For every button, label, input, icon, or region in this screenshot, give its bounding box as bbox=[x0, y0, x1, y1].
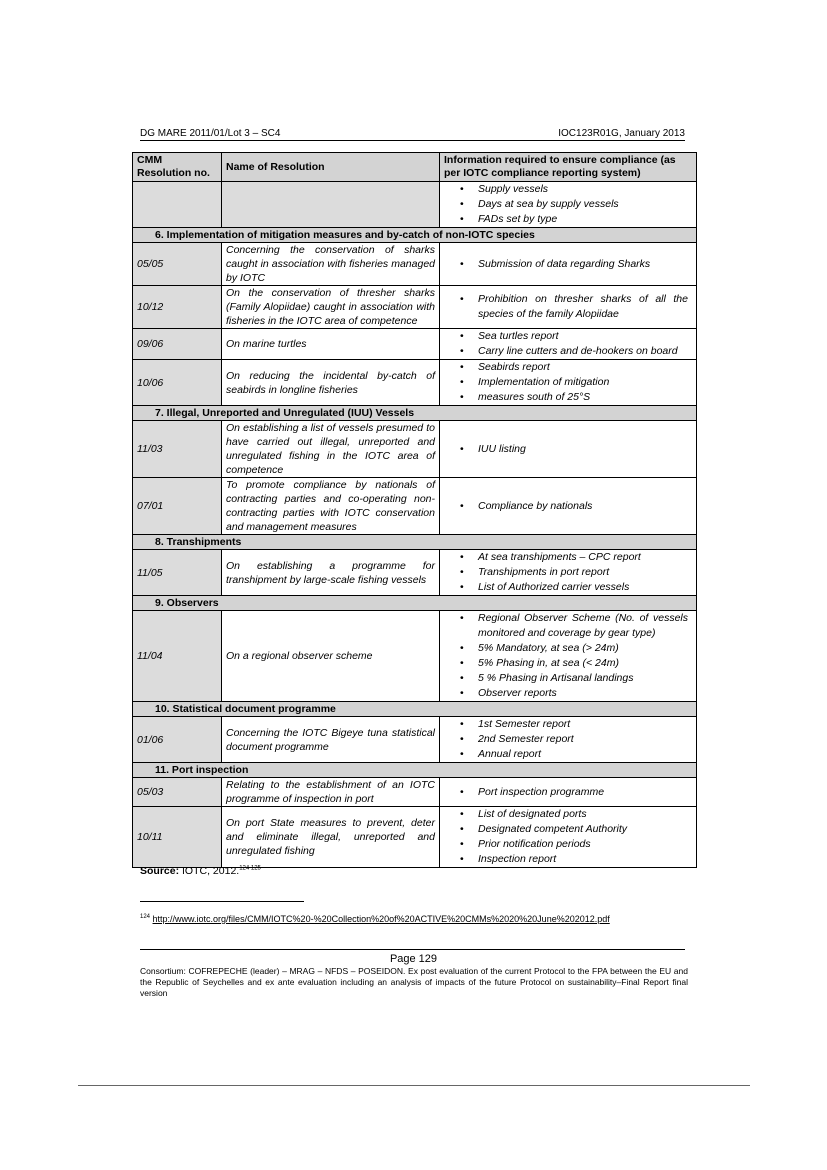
table-row bbox=[133, 611, 697, 702]
resolution-number: 01/06 bbox=[133, 717, 222, 763]
bullet-list bbox=[444, 442, 692, 457]
footnote-number: 124 bbox=[140, 914, 151, 920]
section-title: 11. Port inspection bbox=[133, 763, 697, 778]
bullet-item: • List of designated ports bbox=[444, 807, 692, 822]
resolution-name: Concerning the IOTC Bigeye tuna statistical document programme bbox=[222, 717, 440, 763]
bullet-item: • measures south of 25°S bbox=[444, 390, 692, 405]
resolution-number: 05/05 bbox=[133, 243, 222, 286]
resolution-name: To promote compliance by nationals of contracting parties and co-operating non-contracting parties with IOTC conservation and management measures bbox=[222, 478, 440, 535]
resolution-name: On marine turtles bbox=[222, 329, 440, 360]
col-header-info: Information required to ensure compliance (as per IOTC compliance reporting system) bbox=[440, 153, 697, 182]
info-cell bbox=[440, 329, 697, 360]
bullet-item: • Observer reports bbox=[444, 686, 692, 701]
info-cell bbox=[440, 717, 697, 763]
resolution-number: 05/03 bbox=[133, 778, 222, 807]
header-right: IOC123R01G, January 2013 bbox=[558, 128, 685, 139]
bullet-item: • Prior notification periods bbox=[444, 837, 692, 852]
resolution-name: On reducing the incidental by-catch of seabirds in longline fisheries bbox=[222, 360, 440, 406]
resolution-name: On establishing a programme for transhipment by large-scale fishing vessels bbox=[222, 550, 440, 596]
info-cell bbox=[440, 550, 697, 596]
table-body bbox=[133, 182, 697, 868]
resolution-number: 10/06 bbox=[133, 360, 222, 406]
bullet-item: • Designated competent Authority bbox=[444, 822, 692, 837]
bullet-item: • Seabirds report bbox=[444, 360, 692, 375]
cmm-table bbox=[132, 152, 697, 868]
section-row bbox=[133, 702, 697, 717]
resolution-number: 09/06 bbox=[133, 329, 222, 360]
bullet-list bbox=[444, 611, 692, 701]
cell-empty bbox=[133, 182, 222, 228]
section-row bbox=[133, 535, 697, 550]
resolution-number: 07/01 bbox=[133, 478, 222, 535]
bullet-list bbox=[444, 292, 692, 322]
source-text: IOTC, 2012. bbox=[179, 865, 240, 877]
table-row bbox=[133, 421, 697, 478]
resolution-name: On port State measures to prevent, deter and eliminate illegal, unreported and unregulated fishing bbox=[222, 807, 440, 868]
bullet-item: • 2nd Semester report bbox=[444, 732, 692, 747]
bullet-item: • Transhipments in port report bbox=[444, 565, 692, 580]
info-cell bbox=[440, 360, 697, 406]
bullet-item: • Prohibition on thresher sharks of all the species of the family Alopiidae bbox=[444, 292, 692, 322]
section-row bbox=[133, 596, 697, 611]
bullet-item: • 5 % Phasing in Artisanal landings bbox=[444, 671, 692, 686]
bullet-list bbox=[444, 182, 692, 227]
footnote bbox=[140, 914, 610, 924]
bullet-item: • Carry line cutters and de-hookers on board bbox=[444, 344, 692, 359]
section-title: 10. Statistical document programme bbox=[133, 702, 697, 717]
info-cell bbox=[440, 286, 697, 329]
resolution-number: 10/12 bbox=[133, 286, 222, 329]
bullet-list bbox=[444, 499, 692, 514]
source-label: Source: bbox=[140, 865, 180, 877]
bullet-item: • 1st Semester report bbox=[444, 717, 692, 732]
page-header bbox=[140, 128, 685, 141]
resolution-name: Relating to the establishment of an IOTC programme of inspection in port bbox=[222, 778, 440, 807]
resolution-name: On a regional observer scheme bbox=[222, 611, 440, 702]
bullet-item: • IUU listing bbox=[444, 442, 692, 457]
resolution-name: Concerning the conservation of sharks caught in association with fisheries managed by IOTC bbox=[222, 243, 440, 286]
info-cell bbox=[440, 478, 697, 535]
footnote-link[interactable]: http://www.iotc.org/files/CMM/IOTC%20-%20Collection%20of%20ACTIVE%20CMMs%2020%20June%202012.pdf bbox=[152, 914, 610, 924]
bullet-item: • Implementation of mitigation bbox=[444, 375, 692, 390]
bullet-list bbox=[444, 257, 692, 272]
footer-rule bbox=[140, 949, 685, 950]
bullet-list bbox=[444, 360, 692, 405]
resolution-number: 11/03 bbox=[133, 421, 222, 478]
footnote-separator bbox=[140, 901, 304, 902]
bullet-list bbox=[444, 550, 692, 595]
source-refs: 124 125 bbox=[239, 865, 261, 872]
bullet-item: • Regional Observer Scheme (No. of vessels monitored and coverage by gear type) bbox=[444, 611, 692, 641]
info-cell bbox=[440, 611, 697, 702]
bullet-item: • Sea turtles report bbox=[444, 329, 692, 344]
table-row bbox=[133, 550, 697, 596]
bullet-item: • 5% Mandatory, at sea (> 24m) bbox=[444, 641, 692, 656]
bullet-list bbox=[444, 717, 692, 762]
bullet-list bbox=[444, 807, 692, 867]
table-row bbox=[133, 286, 697, 329]
table-row bbox=[133, 478, 697, 535]
page-number: Page 129 bbox=[389, 953, 438, 965]
section-title: 6. Implementation of mitigation measures and by-catch of non-IOTC species bbox=[133, 228, 697, 243]
bullet-item: • Annual report bbox=[444, 747, 692, 762]
resolution-number: 11/05 bbox=[133, 550, 222, 596]
bullet-item: • 5% Phasing in, at sea (< 24m) bbox=[444, 656, 692, 671]
bullet-item: • Port inspection programme bbox=[444, 785, 692, 800]
section-row bbox=[133, 228, 697, 243]
bullet-item: • At sea transhipments – CPC report bbox=[444, 550, 692, 565]
bullet-item: • Compliance by nationals bbox=[444, 499, 692, 514]
bullet-item: • Days at sea by supply vessels bbox=[444, 197, 692, 212]
resolution-name: On establishing a list of vessels presumed to have carried out illegal, unreported and unregulated fishing in the IOTC area of competence bbox=[222, 421, 440, 478]
section-title: 7. Illegal, Unreported and Unregulated (IUU) Vessels bbox=[133, 406, 697, 421]
section-row bbox=[133, 763, 697, 778]
table-row bbox=[133, 778, 697, 807]
resolution-number: 11/04 bbox=[133, 611, 222, 702]
source-line bbox=[140, 865, 261, 877]
page-bottom-rule bbox=[78, 1085, 750, 1086]
table-row bbox=[133, 360, 697, 406]
info-cell bbox=[440, 807, 697, 868]
bullet-list bbox=[444, 785, 692, 800]
bullet-item: • Submission of data regarding Sharks bbox=[444, 257, 692, 272]
bullet-item: • FADs set by type bbox=[444, 212, 692, 227]
resolution-name: On the conservation of thresher sharks (Family Alopiidae) caught in association with fisheries in the IOTC area of competence bbox=[222, 286, 440, 329]
section-row bbox=[133, 406, 697, 421]
table-row bbox=[133, 717, 697, 763]
consortium-text: Consortium: COFREPECHE (leader) – MRAG – NFDS – POSEIDON. Ex post evaluation of the current Protocol to the FPA between the EU and the Republic of Seychelles and ex ante evaluation including an analysis of impacts of the future Protocol on sustainability–Final Report final version bbox=[140, 966, 688, 998]
table-header-row bbox=[133, 153, 697, 182]
section-title: 8. Transhipments bbox=[133, 535, 697, 550]
table-row bbox=[133, 807, 697, 868]
info-cell bbox=[440, 243, 697, 286]
bullet-list bbox=[444, 329, 692, 359]
bullet-item: • Inspection report bbox=[444, 852, 692, 867]
bullet-item: • List of Authorized carrier vessels bbox=[444, 580, 692, 595]
col-header-name: Name of Resolution bbox=[222, 153, 440, 182]
section-title: 9. Observers bbox=[133, 596, 697, 611]
table-row bbox=[133, 243, 697, 286]
table-row bbox=[133, 329, 697, 360]
col-header-resolution-no: CMM Resolution no. bbox=[133, 153, 222, 182]
cell-empty bbox=[222, 182, 440, 228]
resolution-number: 10/11 bbox=[133, 807, 222, 868]
info-cell bbox=[440, 421, 697, 478]
header-left: DG MARE 2011/01/Lot 3 – SC4 bbox=[140, 128, 281, 139]
info-cell bbox=[440, 778, 697, 807]
info-cell bbox=[440, 182, 697, 228]
bullet-item: • Supply vessels bbox=[444, 182, 692, 197]
table-row-continued bbox=[133, 182, 697, 228]
